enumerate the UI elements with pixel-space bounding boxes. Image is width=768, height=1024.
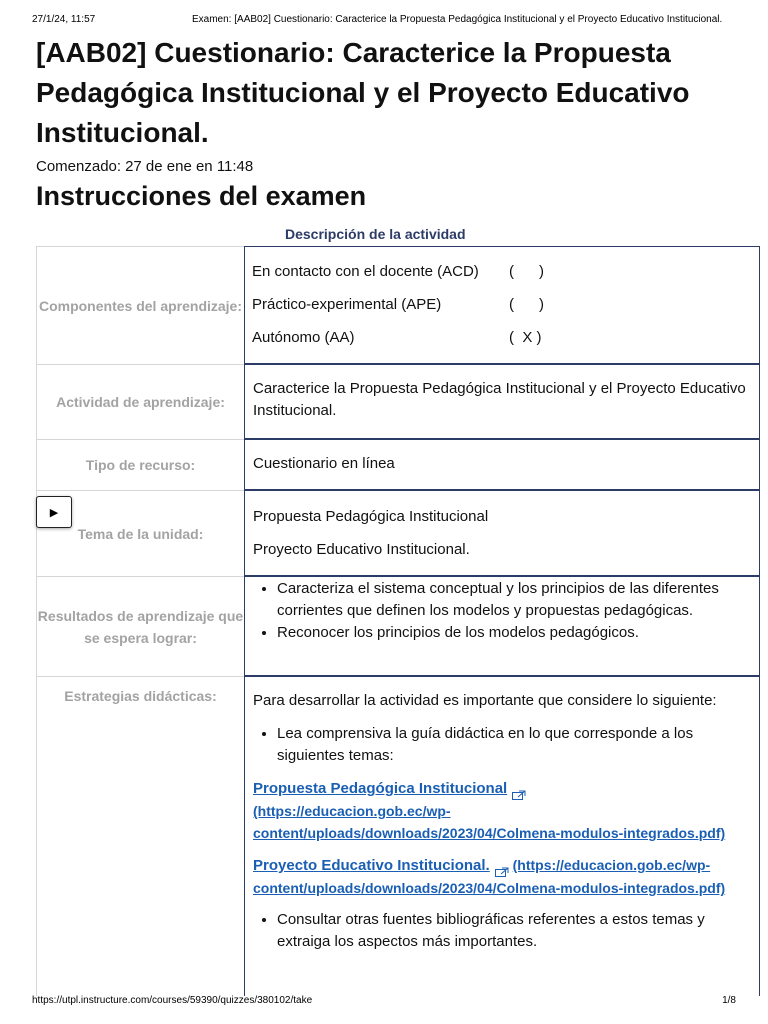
print-footer [32,995,736,1009]
play-icon: ▶ [49,506,59,519]
started-value: 27 de ene en 11:48 [125,158,254,175]
list-item: • Lea comprensiva la guía didáctica en lo que corresponde a los siguientes temas: [277,723,751,767]
results-label [36,576,244,676]
list-item: • Consultar otras fuentes bibliográficas referentes a estos temas y extraiga los aspectos más importantes. [277,909,751,953]
strategies-cell [244,676,760,996]
resource-cell [244,439,760,490]
print-header [32,14,736,28]
component-mark: ( ) [509,296,544,313]
link-propuesta-url[interactable]: (https://educacion.gob.ec/wp-content/uploads/downloads/2023/04/Colmena-modulos-integrados.pdf) [253,803,726,841]
table-caption: Descripción de la actividad [285,226,466,242]
components-cell [244,246,760,364]
component-name: Autónomo (AA) [252,329,355,346]
reference-link-block [253,854,751,899]
link-proyecto-educativo[interactable]: Proyecto Educativo Institucional. [253,857,490,874]
instructions-heading: Instrucciones del examen [36,181,367,211]
components-label [36,246,244,364]
results-label-text: Resultados de aprendizaje que se espera lograr: [37,607,244,646]
activity-label [36,364,244,439]
reference-link-block [253,777,751,844]
print-doc-title: Examen: [AAB02] Cuestionario: Caracterice la Propuesta Pedagógica Institucional y el Proyecto Educativo Institucional. [192,14,723,25]
resource-label [36,439,244,490]
components-label-text: Componentes del aprendizaje: [38,297,243,314]
results-list [253,578,751,644]
component-name: En contacto con el docente (ACD) [252,263,479,280]
activity-cell [244,364,760,439]
component-mark: ( X ) [509,329,542,346]
print-datetime: 27/1/24, 11:57 [32,14,96,25]
started-label: Comenzado: [36,158,122,175]
activity-label-text: Actividad de aprendizaje: [56,394,225,410]
quiz-title: [AAB02] Cuestionario: Caracterice la Propuesta Pedagógica Institucional y el Proyecto Educativo Institucional. [36,37,690,148]
strategies-label-text: Estrategias didácticas: [64,688,217,704]
component-mark: ( ) [509,263,544,280]
list-item: • Reconocer los principios de los modelos pedagógicos. [277,622,751,644]
resource-label-text: Tipo de recurso: [85,457,196,473]
unit-topic: Propuesta Pedagógica Institucional [253,508,489,525]
unit-cell [244,490,760,576]
print-url: https://utpl.instructure.com/courses/59390/quizzes/380102/take [32,995,313,1006]
unit-topic: Proyecto Educativo Institucional. [253,541,470,558]
started-info [36,158,257,175]
activity-text: Caracterice la Propuesta Pedagógica Institucional y el Proyecto Educativo Institucional. [253,380,746,419]
results-cell [244,576,760,676]
strategies-label [36,676,244,996]
link-propuesta-pedagogica[interactable]: Propuesta Pedagógica Institucional [253,780,508,797]
list-item: • Caracteriza el sistema conceptual y los principios de las diferentes corrientes que definen los modelos y propuestas pedagógicas. [277,578,751,622]
link-proyecto-url[interactable]: (https://educacion.gob.ec/wp-content/uploads/downloads/2023/04/Colmena-modulos-integrados.pdf) [253,857,726,896]
strategies-list [253,909,751,953]
play-button[interactable] [36,496,72,528]
component-name: Práctico-experimental (APE) [252,296,442,313]
print-page-number: 1/8 [722,995,736,1006]
external-link-icon[interactable] [512,784,526,794]
strategies-intro: Para desarrollar la actividad es importante que considere lo siguiente: [253,692,717,709]
unit-label-text: Tema de la unidad: [77,525,204,542]
external-link-icon[interactable] [495,861,509,871]
resource-text: Cuestionario en línea [253,455,395,472]
strategies-list [253,723,751,767]
